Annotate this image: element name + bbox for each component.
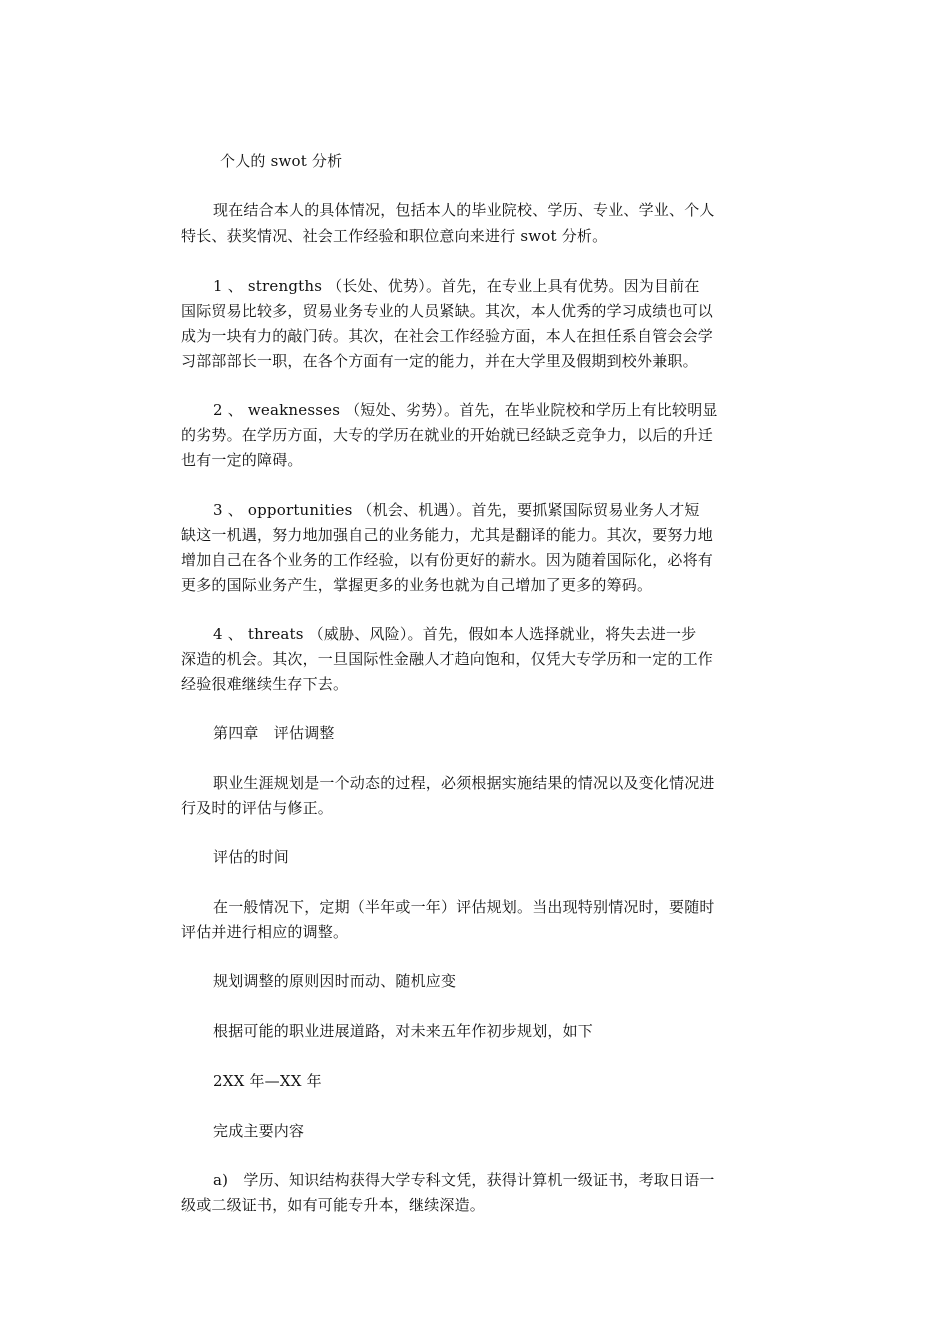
intro-line-1: 现在结合本人的具体情况，包括本人的毕业院校、学历、专业、学业、个人 — [213, 201, 715, 219]
opportunities-line-2: 缺这一机遇，努力地加强自己的业务能力，尤其是翻译的能力。其次，要努力地 — [181, 526, 714, 544]
item-a-line-1: a) 学历、知识结构获得大学专科文凭，获得计算机一级证书，考取日语一 — [213, 1171, 715, 1189]
chapter-text-line-2: 行及时的评估与修正。 — [181, 799, 334, 817]
eval-time-line-2: 评估并进行相应的调整。 — [181, 923, 349, 941]
threats-line-3: 经验很难继续生存下去。 — [181, 675, 349, 693]
chapter-text-line-1: 职业生涯规划是一个动态的过程，必须根据实施结果的情况以及变化情况进 — [213, 774, 715, 792]
period-line: 2XX 年—XX 年 — [213, 1072, 322, 1090]
opportunities-line-4: 更多的国际业务产生，掌握更多的业务也就为自己增加了更多的筹码。 — [181, 576, 653, 594]
eval-time-line-1: 在一般情况下，定期（半年或一年）评估规划。当出现特别情况时，要随时 — [213, 898, 715, 916]
weaknesses-line-1: 2 、 weaknesses （短处、劣势）。首先，在毕业院校和学历上有比较明显 — [213, 401, 718, 419]
chapter-heading: 第四章 评估调整 — [213, 724, 335, 742]
threats-line-1: 4 、 threats （威胁、风险）。首先，假如本人选择就业，将失去进一步 — [213, 625, 697, 643]
strengths-line-4: 习部部部长一职，在各个方面有一定的能力，并在大学里及假期到校外兼职。 — [181, 352, 698, 370]
weaknesses-line-2: 的劣势。在学历方面，大专的学历在就业的开始就已经缺乏竞争力，以后的升迁 — [181, 426, 714, 444]
item-a-line-2: 级或二级证书，如有可能专升本，继续深造。 — [181, 1196, 486, 1214]
main-content-heading: 完成主要内容 — [213, 1122, 305, 1140]
strengths-line-2: 国际贸易比较多，贸易业务专业的人员紧缺。其次，本人优秀的学习成绩也可以 — [181, 302, 714, 320]
strengths-line-1: 1 、 strengths （长处、优势）。首先，在专业上具有优势。因为目前在 — [213, 277, 700, 295]
plan-intro-line: 根据可能的职业进展道路，对未来五年作初步规划，如下 — [213, 1022, 594, 1040]
principle-line: 规划调整的原则因时而动、随机应变 — [213, 972, 457, 990]
strengths-line-3: 成为一块有力的敲门砖。其次，在社会工作经验方面，本人在担任系自管会会学 — [181, 327, 714, 345]
threats-line-2: 深造的机会。其次，一旦国际性金融人才趋向饱和，仅凭大专学历和一定的工作 — [181, 650, 714, 668]
opportunities-line-3: 增加自己在各个业务的工作经验，以有份更好的薪水。因为随着国际化，必将有 — [181, 551, 714, 569]
intro-line-2: 特长、获奖情况、社会工作经验和职位意向来进行 swot 分析。 — [181, 227, 608, 245]
eval-time-heading: 评估的时间 — [213, 848, 290, 866]
document-title: 个人的 swot 分析 — [220, 152, 343, 170]
opportunities-line-1: 3 、 opportunities （机会、机遇）。首先，要抓紧国际贸易业务人才短 — [213, 501, 700, 519]
weaknesses-line-3: 也有一定的障碍。 — [181, 451, 303, 469]
